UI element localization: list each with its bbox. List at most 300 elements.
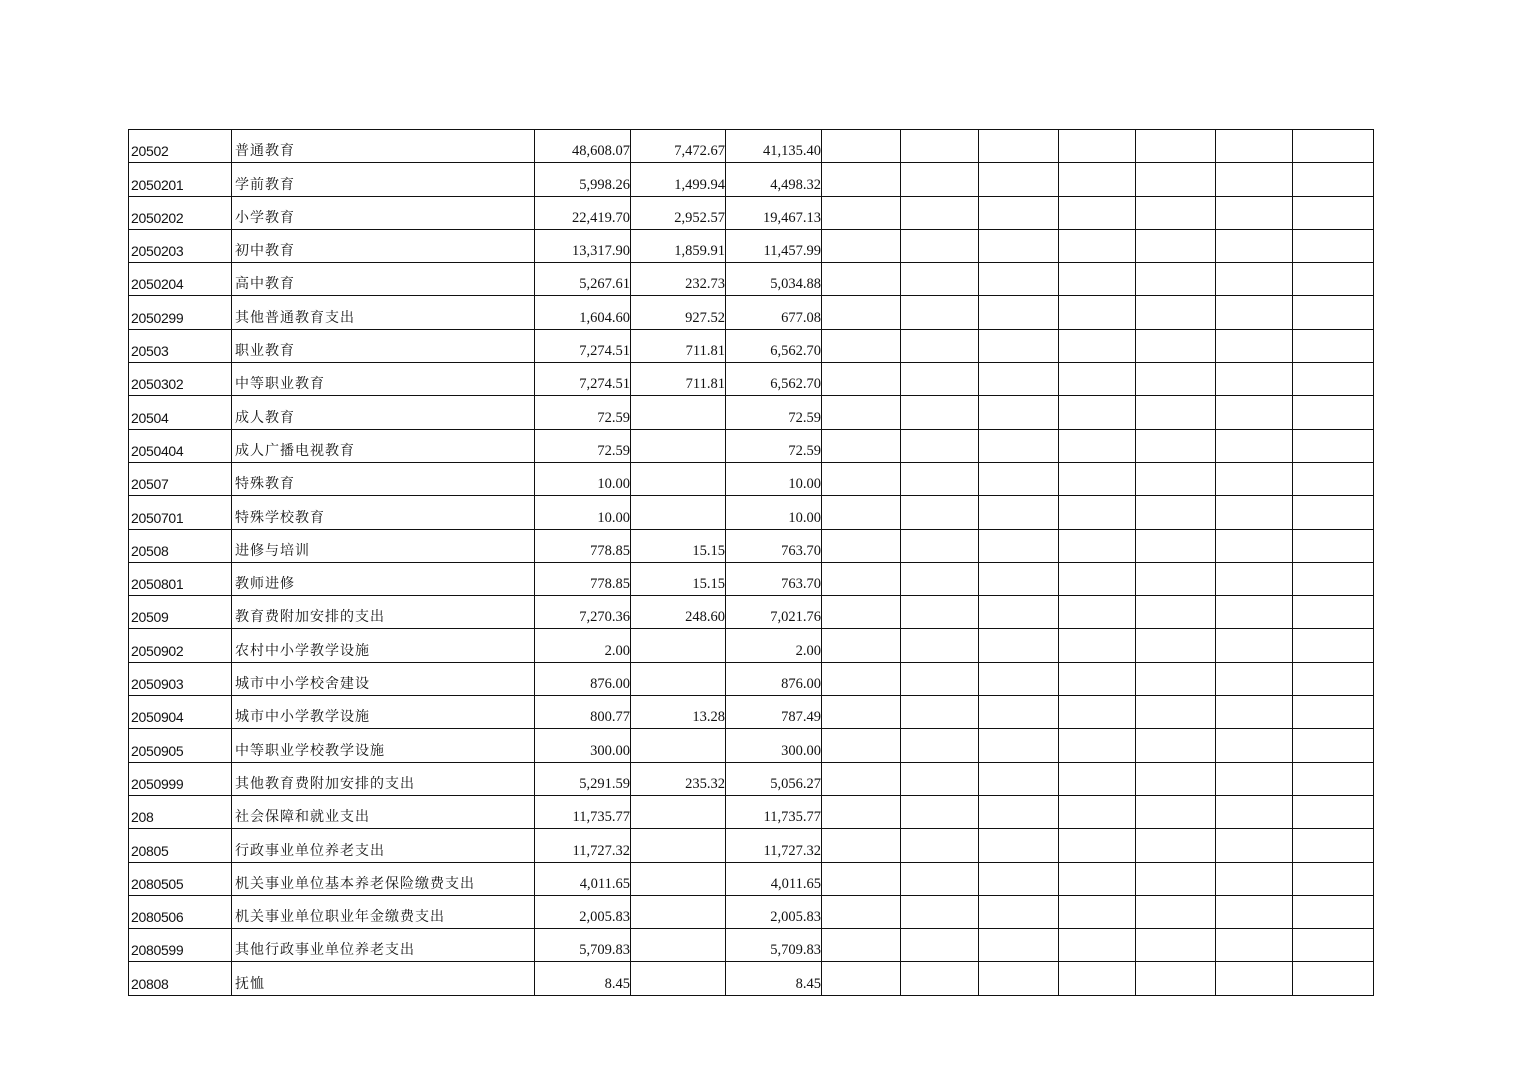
empty-cell[interactable]: [901, 496, 979, 529]
empty-cell[interactable]: [1059, 962, 1136, 995]
project-amount-cell[interactable]: 10.00: [726, 496, 822, 529]
subject-code-cell[interactable]: 208: [129, 795, 232, 828]
empty-cell[interactable]: [822, 729, 901, 762]
subject-code-cell[interactable]: 2050302: [129, 363, 232, 396]
empty-cell[interactable]: [1136, 462, 1216, 495]
empty-cell[interactable]: [822, 429, 901, 462]
empty-cell[interactable]: [1136, 762, 1216, 795]
empty-cell[interactable]: [1293, 962, 1374, 995]
empty-cell[interactable]: [1136, 496, 1216, 529]
subject-name-cell[interactable]: 职业教育: [232, 329, 535, 362]
empty-cell[interactable]: [1293, 929, 1374, 962]
empty-cell[interactable]: [901, 696, 979, 729]
empty-cell[interactable]: [1059, 462, 1136, 495]
basic-amount-cell[interactable]: 15.15: [631, 562, 726, 595]
empty-cell[interactable]: [979, 795, 1059, 828]
empty-cell[interactable]: [1059, 396, 1136, 429]
project-amount-cell[interactable]: 4,011.65: [726, 862, 822, 895]
empty-cell[interactable]: [1216, 862, 1293, 895]
empty-cell[interactable]: [1293, 895, 1374, 928]
empty-cell[interactable]: [901, 629, 979, 662]
empty-cell[interactable]: [1059, 696, 1136, 729]
empty-cell[interactable]: [979, 429, 1059, 462]
empty-cell[interactable]: [822, 462, 901, 495]
empty-cell[interactable]: [1216, 729, 1293, 762]
empty-cell[interactable]: [901, 263, 979, 296]
total-amount-cell[interactable]: 4,011.65: [535, 862, 631, 895]
empty-cell[interactable]: [1216, 329, 1293, 362]
empty-cell[interactable]: [822, 895, 901, 928]
empty-cell[interactable]: [901, 795, 979, 828]
subject-name-cell[interactable]: 成人广播电视教育: [232, 429, 535, 462]
subject-code-cell[interactable]: 2050201: [129, 163, 232, 196]
basic-amount-cell[interactable]: [631, 429, 726, 462]
empty-cell[interactable]: [822, 562, 901, 595]
empty-cell[interactable]: [979, 396, 1059, 429]
empty-cell[interactable]: [1293, 629, 1374, 662]
empty-cell[interactable]: [901, 296, 979, 329]
empty-cell[interactable]: [1136, 929, 1216, 962]
empty-cell[interactable]: [1293, 130, 1374, 163]
total-amount-cell[interactable]: 778.85: [535, 562, 631, 595]
subject-name-cell[interactable]: 其他普通教育支出: [232, 296, 535, 329]
empty-cell[interactable]: [1059, 629, 1136, 662]
empty-cell[interactable]: [979, 829, 1059, 862]
empty-cell[interactable]: [1136, 396, 1216, 429]
empty-cell[interactable]: [1136, 562, 1216, 595]
empty-cell[interactable]: [1216, 296, 1293, 329]
project-amount-cell[interactable]: 11,735.77: [726, 795, 822, 828]
project-amount-cell[interactable]: 2,005.83: [726, 895, 822, 928]
empty-cell[interactable]: [979, 163, 1059, 196]
basic-amount-cell[interactable]: 232.73: [631, 263, 726, 296]
empty-cell[interactable]: [979, 596, 1059, 629]
subject-code-cell[interactable]: 2050999: [129, 762, 232, 795]
empty-cell[interactable]: [1216, 263, 1293, 296]
empty-cell[interactable]: [822, 163, 901, 196]
empty-cell[interactable]: [979, 296, 1059, 329]
subject-name-cell[interactable]: 城市中小学校舍建设: [232, 662, 535, 695]
empty-cell[interactable]: [1136, 662, 1216, 695]
subject-name-cell[interactable]: 普通教育: [232, 130, 535, 163]
empty-cell[interactable]: [1059, 895, 1136, 928]
empty-cell[interactable]: [1216, 596, 1293, 629]
empty-cell[interactable]: [1293, 862, 1374, 895]
empty-cell[interactable]: [979, 929, 1059, 962]
empty-cell[interactable]: [979, 696, 1059, 729]
empty-cell[interactable]: [901, 229, 979, 262]
subject-name-cell[interactable]: 机关事业单位基本养老保险缴费支出: [232, 862, 535, 895]
basic-amount-cell[interactable]: 2,952.57: [631, 196, 726, 229]
project-amount-cell[interactable]: 4,498.32: [726, 163, 822, 196]
empty-cell[interactable]: [822, 496, 901, 529]
empty-cell[interactable]: [1136, 629, 1216, 662]
empty-cell[interactable]: [822, 696, 901, 729]
empty-cell[interactable]: [822, 629, 901, 662]
subject-name-cell[interactable]: 抚恤: [232, 962, 535, 995]
basic-amount-cell[interactable]: [631, 729, 726, 762]
subject-code-cell[interactable]: 2050203: [129, 229, 232, 262]
empty-cell[interactable]: [1293, 329, 1374, 362]
total-amount-cell[interactable]: 10.00: [535, 496, 631, 529]
subject-name-cell[interactable]: 其他教育费附加安排的支出: [232, 762, 535, 795]
total-amount-cell[interactable]: 1,604.60: [535, 296, 631, 329]
empty-cell[interactable]: [1216, 962, 1293, 995]
project-amount-cell[interactable]: 5,034.88: [726, 263, 822, 296]
empty-cell[interactable]: [1059, 329, 1136, 362]
empty-cell[interactable]: [1136, 895, 1216, 928]
subject-name-cell[interactable]: 教师进修: [232, 562, 535, 595]
subject-code-cell[interactable]: 2050202: [129, 196, 232, 229]
empty-cell[interactable]: [1059, 429, 1136, 462]
empty-cell[interactable]: [1293, 562, 1374, 595]
empty-cell[interactable]: [1216, 662, 1293, 695]
empty-cell[interactable]: [901, 962, 979, 995]
empty-cell[interactable]: [1216, 529, 1293, 562]
empty-cell[interactable]: [822, 529, 901, 562]
project-amount-cell[interactable]: 11,457.99: [726, 229, 822, 262]
empty-cell[interactable]: [1293, 529, 1374, 562]
empty-cell[interactable]: [1216, 196, 1293, 229]
empty-cell[interactable]: [1136, 329, 1216, 362]
empty-cell[interactable]: [1216, 229, 1293, 262]
empty-cell[interactable]: [1216, 762, 1293, 795]
project-amount-cell[interactable]: 2.00: [726, 629, 822, 662]
subject-name-cell[interactable]: 学前教育: [232, 163, 535, 196]
empty-cell[interactable]: [1216, 363, 1293, 396]
total-amount-cell[interactable]: 300.00: [535, 729, 631, 762]
empty-cell[interactable]: [979, 130, 1059, 163]
project-amount-cell[interactable]: 7,021.76: [726, 596, 822, 629]
total-amount-cell[interactable]: 7,270.36: [535, 596, 631, 629]
total-amount-cell[interactable]: 48,608.07: [535, 130, 631, 163]
empty-cell[interactable]: [901, 862, 979, 895]
subject-code-cell[interactable]: 2080506: [129, 895, 232, 928]
empty-cell[interactable]: [979, 329, 1059, 362]
total-amount-cell[interactable]: 7,274.51: [535, 329, 631, 362]
empty-cell[interactable]: [822, 363, 901, 396]
total-amount-cell[interactable]: 2.00: [535, 629, 631, 662]
empty-cell[interactable]: [1136, 829, 1216, 862]
empty-cell[interactable]: [1136, 729, 1216, 762]
subject-code-cell[interactable]: 2080599: [129, 929, 232, 962]
project-amount-cell[interactable]: 6,562.70: [726, 363, 822, 396]
subject-code-cell[interactable]: 20504: [129, 396, 232, 429]
empty-cell[interactable]: [901, 596, 979, 629]
empty-cell[interactable]: [979, 229, 1059, 262]
empty-cell[interactable]: [1059, 130, 1136, 163]
empty-cell[interactable]: [1136, 163, 1216, 196]
subject-code-cell[interactable]: 2050903: [129, 662, 232, 695]
basic-amount-cell[interactable]: [631, 496, 726, 529]
total-amount-cell[interactable]: 5,998.26: [535, 163, 631, 196]
empty-cell[interactable]: [822, 762, 901, 795]
basic-amount-cell[interactable]: 235.32: [631, 762, 726, 795]
total-amount-cell[interactable]: 22,419.70: [535, 196, 631, 229]
empty-cell[interactable]: [1293, 196, 1374, 229]
empty-cell[interactable]: [979, 462, 1059, 495]
empty-cell[interactable]: [901, 196, 979, 229]
empty-cell[interactable]: [979, 962, 1059, 995]
total-amount-cell[interactable]: 2,005.83: [535, 895, 631, 928]
empty-cell[interactable]: [1059, 163, 1136, 196]
empty-cell[interactable]: [901, 895, 979, 928]
empty-cell[interactable]: [979, 729, 1059, 762]
empty-cell[interactable]: [822, 229, 901, 262]
subject-name-cell[interactable]: 行政事业单位养老支出: [232, 829, 535, 862]
empty-cell[interactable]: [822, 962, 901, 995]
empty-cell[interactable]: [1136, 130, 1216, 163]
empty-cell[interactable]: [1059, 229, 1136, 262]
subject-code-cell[interactable]: 20509: [129, 596, 232, 629]
basic-amount-cell[interactable]: 248.60: [631, 596, 726, 629]
total-amount-cell[interactable]: 5,291.59: [535, 762, 631, 795]
empty-cell[interactable]: [1136, 229, 1216, 262]
subject-code-cell[interactable]: 2050902: [129, 629, 232, 662]
subject-name-cell[interactable]: 成人教育: [232, 396, 535, 429]
empty-cell[interactable]: [822, 296, 901, 329]
subject-name-cell[interactable]: 特殊学校教育: [232, 496, 535, 529]
basic-amount-cell[interactable]: 1,499.94: [631, 163, 726, 196]
empty-cell[interactable]: [1136, 962, 1216, 995]
total-amount-cell[interactable]: 11,735.77: [535, 795, 631, 828]
empty-cell[interactable]: [901, 729, 979, 762]
total-amount-cell[interactable]: 7,274.51: [535, 363, 631, 396]
basic-amount-cell[interactable]: 7,472.67: [631, 130, 726, 163]
empty-cell[interactable]: [1059, 929, 1136, 962]
empty-cell[interactable]: [1293, 296, 1374, 329]
total-amount-cell[interactable]: 778.85: [535, 529, 631, 562]
empty-cell[interactable]: [901, 429, 979, 462]
empty-cell[interactable]: [1059, 862, 1136, 895]
empty-cell[interactable]: [1293, 795, 1374, 828]
empty-cell[interactable]: [1059, 829, 1136, 862]
project-amount-cell[interactable]: 72.59: [726, 396, 822, 429]
subject-code-cell[interactable]: 20503: [129, 329, 232, 362]
basic-amount-cell[interactable]: [631, 396, 726, 429]
empty-cell[interactable]: [1216, 929, 1293, 962]
empty-cell[interactable]: [901, 829, 979, 862]
empty-cell[interactable]: [822, 862, 901, 895]
subject-code-cell[interactable]: 2050801: [129, 562, 232, 595]
subject-name-cell[interactable]: 特殊教育: [232, 462, 535, 495]
empty-cell[interactable]: [1136, 363, 1216, 396]
total-amount-cell[interactable]: 72.59: [535, 396, 631, 429]
empty-cell[interactable]: [1293, 496, 1374, 529]
empty-cell[interactable]: [1293, 729, 1374, 762]
subject-code-cell[interactable]: 2050404: [129, 429, 232, 462]
empty-cell[interactable]: [979, 363, 1059, 396]
empty-cell[interactable]: [1293, 396, 1374, 429]
basic-amount-cell[interactable]: 711.81: [631, 329, 726, 362]
empty-cell[interactable]: [1216, 829, 1293, 862]
empty-cell[interactable]: [1293, 363, 1374, 396]
empty-cell[interactable]: [979, 895, 1059, 928]
empty-cell[interactable]: [1216, 895, 1293, 928]
empty-cell[interactable]: [901, 662, 979, 695]
subject-name-cell[interactable]: 中等职业教育: [232, 363, 535, 396]
empty-cell[interactable]: [822, 263, 901, 296]
empty-cell[interactable]: [1136, 429, 1216, 462]
empty-cell[interactable]: [979, 762, 1059, 795]
basic-amount-cell[interactable]: 1,859.91: [631, 229, 726, 262]
empty-cell[interactable]: [1059, 529, 1136, 562]
subject-name-cell[interactable]: 机关事业单位职业年金缴费支出: [232, 895, 535, 928]
empty-cell[interactable]: [1293, 229, 1374, 262]
empty-cell[interactable]: [1059, 263, 1136, 296]
empty-cell[interactable]: [1059, 363, 1136, 396]
basic-amount-cell[interactable]: 927.52: [631, 296, 726, 329]
empty-cell[interactable]: [1136, 529, 1216, 562]
subject-name-cell[interactable]: 农村中小学教学设施: [232, 629, 535, 662]
empty-cell[interactable]: [1216, 795, 1293, 828]
empty-cell[interactable]: [979, 562, 1059, 595]
empty-cell[interactable]: [822, 130, 901, 163]
project-amount-cell[interactable]: 787.49: [726, 696, 822, 729]
total-amount-cell[interactable]: 72.59: [535, 429, 631, 462]
empty-cell[interactable]: [1136, 196, 1216, 229]
subject-name-cell[interactable]: 中等职业学校教学设施: [232, 729, 535, 762]
basic-amount-cell[interactable]: [631, 462, 726, 495]
basic-amount-cell[interactable]: [631, 895, 726, 928]
total-amount-cell[interactable]: 5,709.83: [535, 929, 631, 962]
empty-cell[interactable]: [1293, 429, 1374, 462]
project-amount-cell[interactable]: 5,709.83: [726, 929, 822, 962]
subject-code-cell[interactable]: 2080505: [129, 862, 232, 895]
subject-name-cell[interactable]: 社会保障和就业支出: [232, 795, 535, 828]
basic-amount-cell[interactable]: 711.81: [631, 363, 726, 396]
empty-cell[interactable]: [1216, 496, 1293, 529]
empty-cell[interactable]: [1216, 629, 1293, 662]
empty-cell[interactable]: [979, 629, 1059, 662]
empty-cell[interactable]: [1059, 496, 1136, 529]
empty-cell[interactable]: [901, 929, 979, 962]
project-amount-cell[interactable]: 11,727.32: [726, 829, 822, 862]
empty-cell[interactable]: [1059, 795, 1136, 828]
empty-cell[interactable]: [1216, 429, 1293, 462]
empty-cell[interactable]: [979, 196, 1059, 229]
empty-cell[interactable]: [1136, 596, 1216, 629]
subject-name-cell[interactable]: 城市中小学教学设施: [232, 696, 535, 729]
empty-cell[interactable]: [1136, 263, 1216, 296]
empty-cell[interactable]: [1136, 795, 1216, 828]
empty-cell[interactable]: [822, 829, 901, 862]
subject-name-cell[interactable]: 教育费附加安排的支出: [232, 596, 535, 629]
subject-code-cell[interactable]: 2050905: [129, 729, 232, 762]
empty-cell[interactable]: [1136, 696, 1216, 729]
subject-name-cell[interactable]: 高中教育: [232, 263, 535, 296]
basic-amount-cell[interactable]: [631, 962, 726, 995]
project-amount-cell[interactable]: 763.70: [726, 529, 822, 562]
subject-name-cell[interactable]: 进修与培训: [232, 529, 535, 562]
empty-cell[interactable]: [1216, 462, 1293, 495]
total-amount-cell[interactable]: 800.77: [535, 696, 631, 729]
project-amount-cell[interactable]: 41,135.40: [726, 130, 822, 163]
empty-cell[interactable]: [901, 529, 979, 562]
subject-code-cell[interactable]: 20502: [129, 130, 232, 163]
total-amount-cell[interactable]: 876.00: [535, 662, 631, 695]
empty-cell[interactable]: [1059, 729, 1136, 762]
project-amount-cell[interactable]: 876.00: [726, 662, 822, 695]
empty-cell[interactable]: [1293, 662, 1374, 695]
subject-code-cell[interactable]: 20508: [129, 529, 232, 562]
project-amount-cell[interactable]: 6,562.70: [726, 329, 822, 362]
empty-cell[interactable]: [901, 163, 979, 196]
empty-cell[interactable]: [1293, 263, 1374, 296]
empty-cell[interactable]: [979, 662, 1059, 695]
empty-cell[interactable]: [901, 562, 979, 595]
basic-amount-cell[interactable]: 13.28: [631, 696, 726, 729]
empty-cell[interactable]: [1059, 596, 1136, 629]
project-amount-cell[interactable]: 19,467.13: [726, 196, 822, 229]
empty-cell[interactable]: [1293, 762, 1374, 795]
total-amount-cell[interactable]: 5,267.61: [535, 263, 631, 296]
basic-amount-cell[interactable]: [631, 829, 726, 862]
empty-cell[interactable]: [901, 396, 979, 429]
empty-cell[interactable]: [822, 662, 901, 695]
subject-name-cell[interactable]: 小学教育: [232, 196, 535, 229]
basic-amount-cell[interactable]: [631, 629, 726, 662]
empty-cell[interactable]: [1136, 862, 1216, 895]
empty-cell[interactable]: [1293, 696, 1374, 729]
subject-code-cell[interactable]: 20805: [129, 829, 232, 862]
empty-cell[interactable]: [1059, 196, 1136, 229]
empty-cell[interactable]: [1059, 662, 1136, 695]
subject-code-cell[interactable]: 2050904: [129, 696, 232, 729]
empty-cell[interactable]: [901, 363, 979, 396]
empty-cell[interactable]: [1216, 163, 1293, 196]
basic-amount-cell[interactable]: [631, 929, 726, 962]
empty-cell[interactable]: [979, 496, 1059, 529]
empty-cell[interactable]: [1059, 762, 1136, 795]
subject-code-cell[interactable]: 20507: [129, 462, 232, 495]
empty-cell[interactable]: [1293, 462, 1374, 495]
empty-cell[interactable]: [822, 196, 901, 229]
empty-cell[interactable]: [822, 329, 901, 362]
empty-cell[interactable]: [822, 795, 901, 828]
empty-cell[interactable]: [1216, 562, 1293, 595]
basic-amount-cell[interactable]: 15.15: [631, 529, 726, 562]
empty-cell[interactable]: [1216, 696, 1293, 729]
project-amount-cell[interactable]: 8.45: [726, 962, 822, 995]
empty-cell[interactable]: [979, 529, 1059, 562]
empty-cell[interactable]: [1136, 296, 1216, 329]
subject-code-cell[interactable]: 2050299: [129, 296, 232, 329]
empty-cell[interactable]: [1293, 163, 1374, 196]
empty-cell[interactable]: [822, 596, 901, 629]
empty-cell[interactable]: [822, 929, 901, 962]
total-amount-cell[interactable]: 13,317.90: [535, 229, 631, 262]
empty-cell[interactable]: [1293, 829, 1374, 862]
empty-cell[interactable]: [901, 329, 979, 362]
total-amount-cell[interactable]: 10.00: [535, 462, 631, 495]
empty-cell[interactable]: [979, 263, 1059, 296]
subject-code-cell[interactable]: 20808: [129, 962, 232, 995]
project-amount-cell[interactable]: 72.59: [726, 429, 822, 462]
total-amount-cell[interactable]: 8.45: [535, 962, 631, 995]
subject-name-cell[interactable]: 初中教育: [232, 229, 535, 262]
empty-cell[interactable]: [1059, 562, 1136, 595]
empty-cell[interactable]: [901, 762, 979, 795]
empty-cell[interactable]: [822, 396, 901, 429]
subject-code-cell[interactable]: 2050701: [129, 496, 232, 529]
empty-cell[interactable]: [901, 130, 979, 163]
basic-amount-cell[interactable]: [631, 862, 726, 895]
project-amount-cell[interactable]: 677.08: [726, 296, 822, 329]
subject-code-cell[interactable]: 2050204: [129, 263, 232, 296]
project-amount-cell[interactable]: 300.00: [726, 729, 822, 762]
empty-cell[interactable]: [1293, 596, 1374, 629]
